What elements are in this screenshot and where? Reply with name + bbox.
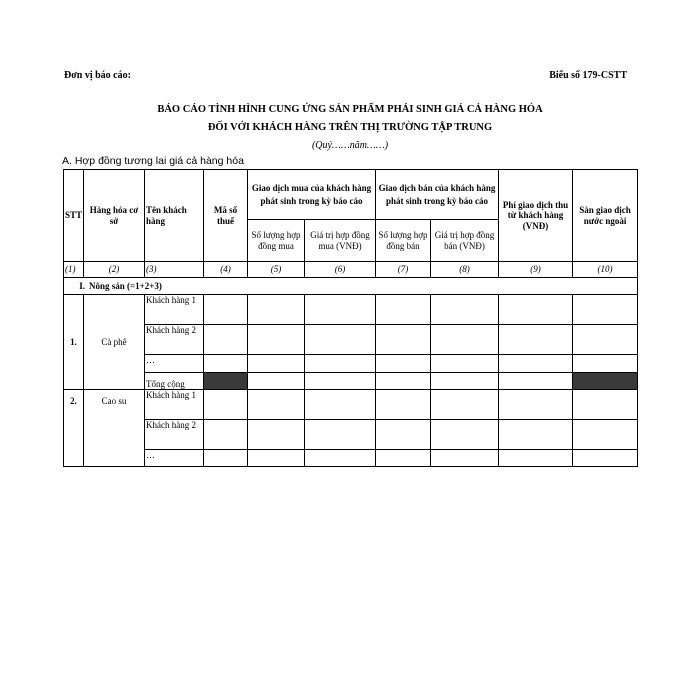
header-sell-group-line2: phát sinh trong kỳ báo cáo — [385, 196, 489, 206]
cell — [376, 390, 431, 420]
cell — [376, 420, 431, 450]
customer-name-cell: Khách hàng 2 — [145, 325, 204, 355]
total-label: Tổng cộng — [145, 373, 204, 390]
cell — [204, 450, 248, 467]
cell — [431, 325, 499, 355]
customer-name-cell: … — [145, 450, 204, 467]
cell — [248, 373, 305, 390]
cell — [431, 373, 499, 390]
cell — [376, 295, 431, 325]
shaded-cell — [204, 373, 248, 390]
cell — [573, 295, 638, 325]
cell — [499, 355, 573, 373]
group-title: Nông sản (=1+2+3) — [89, 280, 162, 291]
cell — [431, 420, 499, 450]
header-buy-qty: Số lượng hợp đồng mua — [248, 220, 305, 262]
column-number-row — [64, 262, 638, 278]
header-buy-value: Giá trị hợp đồng mua (VNĐ) — [305, 220, 376, 262]
cell — [248, 420, 305, 450]
cell — [248, 390, 305, 420]
cell — [499, 295, 573, 325]
cell — [431, 390, 499, 420]
cell — [376, 373, 431, 390]
cell — [305, 355, 376, 373]
header-sell-group — [376, 170, 499, 220]
cell — [204, 355, 248, 373]
column-number: (4) — [204, 262, 248, 278]
cell — [376, 325, 431, 355]
header-sell-value: Giá trị hợp đồng bán (VNĐ) — [431, 220, 499, 262]
row-stt: 2. — [64, 390, 84, 467]
table-row — [64, 420, 638, 450]
table-row — [64, 295, 638, 325]
customer-name-cell: Khách hàng 1 — [145, 295, 204, 325]
row-stt: 1. — [64, 295, 84, 390]
cell — [573, 420, 638, 450]
cell — [499, 450, 573, 467]
row-commodity: Cà phê — [84, 295, 145, 390]
header-fee: Phí giao dịch thu từ khách hàng (VNĐ) — [499, 170, 573, 262]
cell — [376, 450, 431, 467]
column-number: (8) — [431, 262, 499, 278]
cell — [248, 450, 305, 467]
cell — [248, 325, 305, 355]
header-stt: STT — [64, 170, 84, 262]
total-row — [64, 373, 638, 390]
table-row — [64, 325, 638, 355]
cell — [573, 390, 638, 420]
section-a-heading: A. Hợp đồng tương lai giá cả hàng hóa — [62, 155, 244, 167]
column-number: (6) — [305, 262, 376, 278]
header-tax-code: Mã số thuế — [204, 170, 248, 262]
header-sell-group-line1: Giao dịch bán của khách hàng — [378, 182, 496, 193]
row-commodity: Cao su — [84, 390, 145, 467]
group-label-cell — [64, 278, 638, 295]
form-number: Biểu số 179-CSTT — [549, 70, 627, 81]
table-row — [64, 390, 638, 420]
header-buy-group-line2: phát sinh trong kỳ báo cáo — [260, 196, 363, 206]
header-sell-qty: Số lượng hợp đồng bán — [376, 220, 431, 262]
group-number: I. — [79, 280, 85, 291]
column-number: (5) — [248, 262, 305, 278]
cell — [431, 450, 499, 467]
cell — [204, 295, 248, 325]
cell — [204, 390, 248, 420]
cell — [499, 420, 573, 450]
cell — [248, 355, 305, 373]
group-row-agriculture — [64, 278, 638, 295]
cell — [431, 355, 499, 373]
column-number: (1) — [64, 262, 84, 278]
cell — [305, 295, 376, 325]
report-period: (Quý……năm……) — [311, 140, 389, 151]
header-commodity: Hàng hóa cơ sở — [84, 170, 145, 262]
report-title-line2: ĐỐI VỚI KHÁCH HÀNG TRÊN THỊ TRƯỜNG TẬP TRUNG — [207, 122, 493, 133]
cell — [499, 390, 573, 420]
report-title-line1: BÁO CÁO TÌNH HÌNH CUNG ỨNG SẢN PHẨM PHÁI SINH GIÁ CẢ HÀNG HÓA — [157, 104, 543, 115]
cell — [573, 450, 638, 467]
report-table — [63, 169, 638, 467]
header-row-1 — [64, 170, 638, 220]
cell — [499, 325, 573, 355]
table-row — [64, 450, 638, 467]
cell — [305, 325, 376, 355]
cell — [376, 355, 431, 373]
cell — [204, 420, 248, 450]
column-number: (9) — [499, 262, 573, 278]
cell — [431, 295, 499, 325]
reporting-unit-label: Đơn vị báo cáo: — [64, 70, 131, 81]
cell — [573, 325, 638, 355]
header-buy-group-line1: Giao dịch mua của khách hàng — [251, 182, 372, 193]
cell — [305, 420, 376, 450]
customer-name-cell: Khách hàng 2 — [145, 420, 204, 450]
header-customer-name: Tên khách hàng — [145, 170, 204, 262]
cell — [204, 325, 248, 355]
cell — [499, 373, 573, 390]
table-row — [64, 355, 638, 373]
cell — [573, 355, 638, 373]
column-number: (2) — [84, 262, 145, 278]
header-exchange: Sàn giao dịch nước ngoài — [573, 170, 638, 262]
cell — [248, 295, 305, 325]
column-number: (3) — [145, 262, 204, 278]
cell — [305, 373, 376, 390]
column-number: (7) — [376, 262, 431, 278]
cell — [305, 390, 376, 420]
column-number: (10) — [573, 262, 638, 278]
customer-name-cell: Khách hàng 1 — [145, 390, 204, 420]
customer-name-cell: … — [145, 355, 204, 373]
header-buy-group — [248, 170, 376, 220]
cell — [305, 450, 376, 467]
shaded-cell — [573, 373, 638, 390]
